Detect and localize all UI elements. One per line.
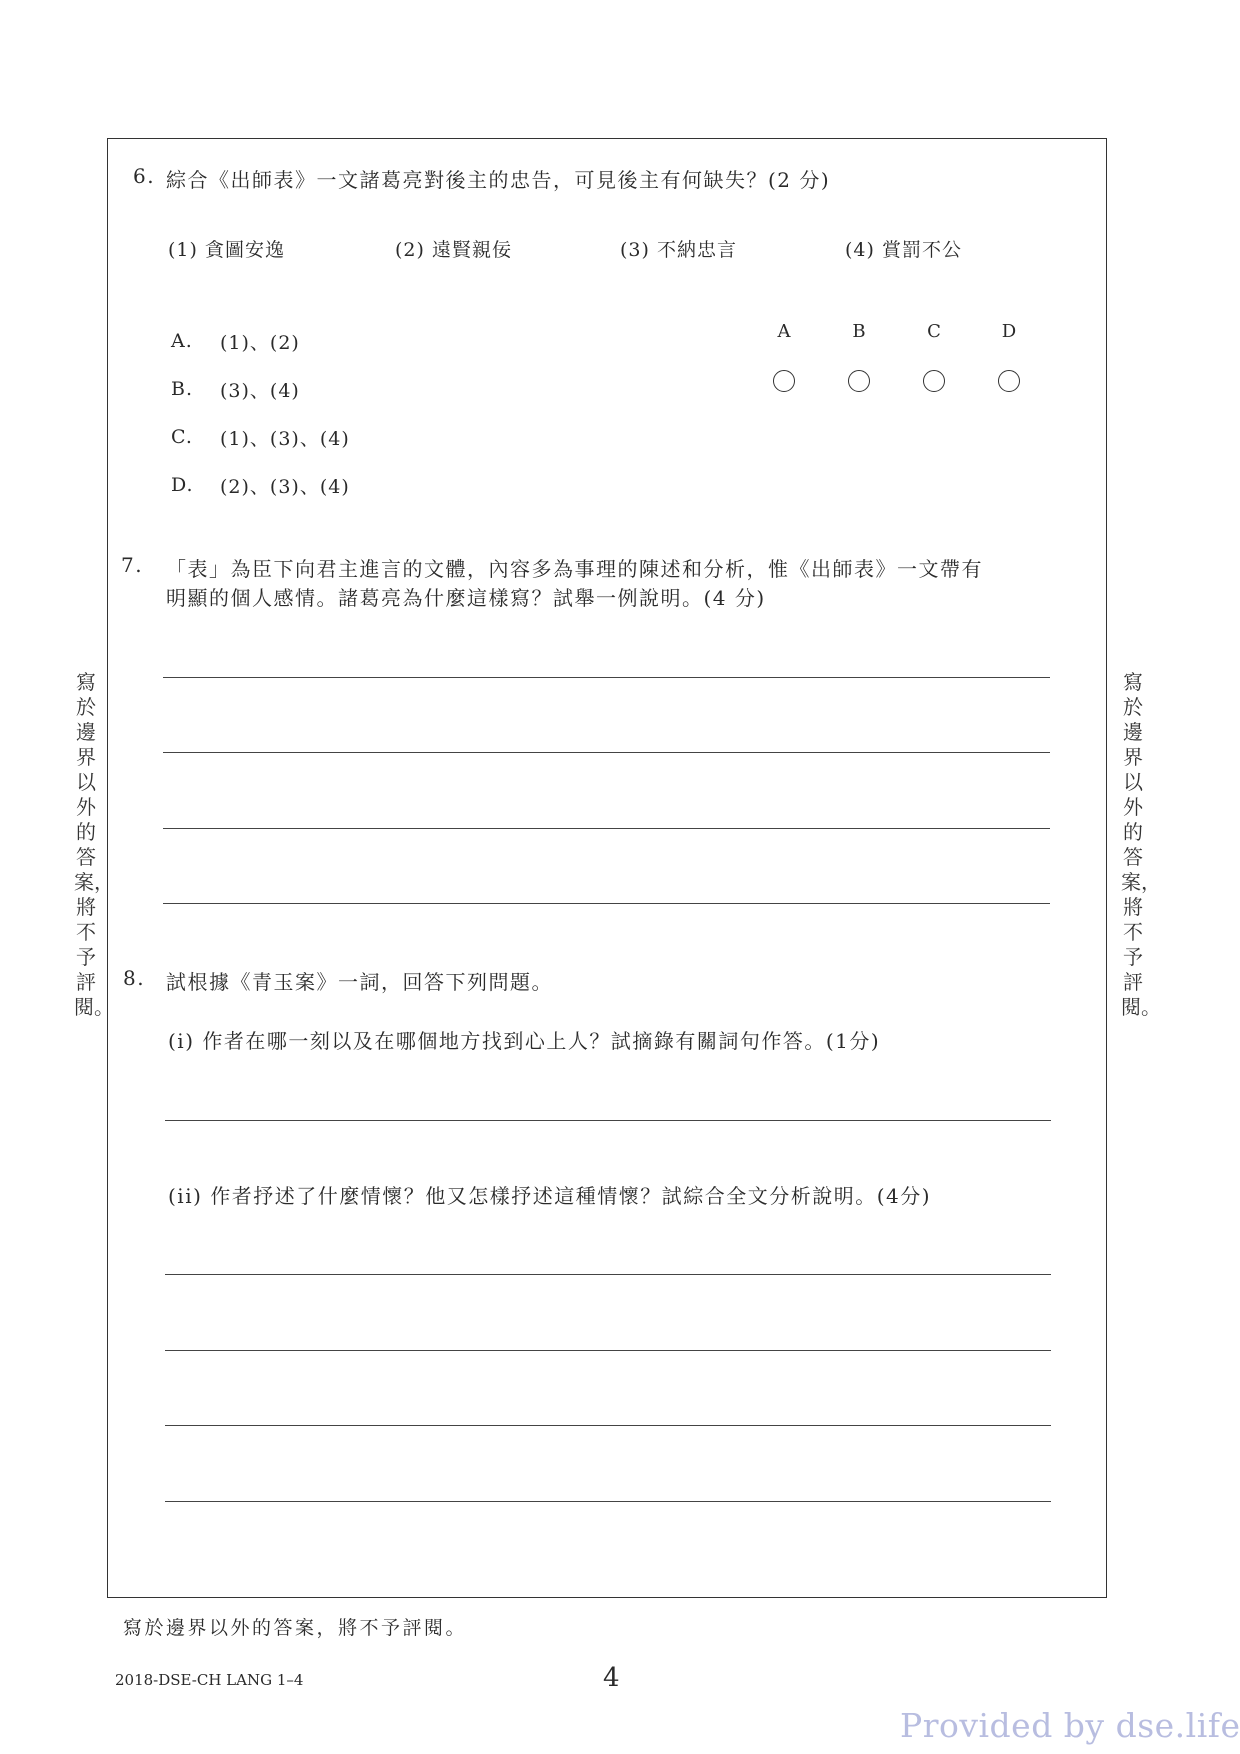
q7-answer-line-1[interactable]: [163, 677, 1050, 678]
q6-item-1: (1) 貪圖安逸: [168, 239, 285, 261]
q6-option-c-letter: C.: [171, 426, 193, 448]
q6-option-c-text: (1)、(3)、(4): [220, 428, 350, 450]
q6-item-2: (2) 遠賢親佞: [395, 239, 512, 261]
bubble-label-d: D: [1001, 321, 1017, 342]
q8-question-text: 試根據《青玉案》一詞，回答下列問題。: [166, 970, 553, 994]
q8-ii-answer-line-1[interactable]: [165, 1274, 1051, 1275]
q6-option-b-text: (3)、(4): [220, 380, 300, 402]
q6-item-4: (4) 賞罰不公: [845, 239, 962, 261]
q8-number: 8.: [123, 966, 146, 990]
q6-item-3: (3) 不納忠言: [620, 239, 737, 261]
provided-by-credit: Provided by dse.life: [900, 1706, 1240, 1745]
q6-number: 6.: [133, 164, 156, 188]
right-margin-note: 寫於邊界以外的答案，將不予評閱。: [1121, 670, 1161, 1019]
paper-code: 2018-DSE-CH LANG 1–4: [115, 1671, 304, 1689]
answer-bubble-b[interactable]: [848, 370, 870, 392]
q6-question-text: 綜合《出師表》一文諸葛亮對後主的忠告，可見後主有何缺失？(2 分): [166, 168, 831, 192]
q8-ii-answer-line-4[interactable]: [165, 1501, 1051, 1502]
answer-bubble-c[interactable]: [923, 370, 945, 392]
q6-option-b-letter: B.: [171, 378, 194, 400]
q8-i-answer-line[interactable]: [165, 1120, 1051, 1121]
q7-question-line-1: 「表」為臣下向君主進言的文體，內容多為事理的陳述和分析，惟《出師表》一文帶有: [166, 557, 983, 581]
q6-option-d-text: (2)、(3)、(4): [220, 476, 350, 498]
q7-answer-line-3[interactable]: [163, 828, 1050, 829]
bubble-label-b: B: [852, 321, 866, 342]
q7-answer-line-4[interactable]: [163, 903, 1050, 904]
page-number: 4: [603, 1663, 620, 1693]
q8-part-ii-text: (ii) 作者抒述了什麼情懷？他又怎樣抒述這種情懷？試綜合全文分析說明。(4分): [168, 1184, 932, 1208]
answer-bubble-d[interactable]: [998, 370, 1020, 392]
q7-number: 7.: [121, 553, 144, 577]
q7-answer-line-2[interactable]: [163, 752, 1050, 753]
left-margin-note: 寫於邊界以外的答案，將不予評閱。: [74, 670, 114, 1019]
q8-ii-answer-line-3[interactable]: [165, 1425, 1051, 1426]
q6-option-d-letter: D.: [171, 474, 194, 496]
answer-bubble-a[interactable]: [773, 370, 795, 392]
q6-option-a-text: (1)、(2): [220, 332, 300, 354]
footer-boundary-note: 寫於邊界以外的答案，將不予評閱。: [123, 1617, 468, 1639]
bubble-label-c: C: [927, 321, 941, 342]
bubble-label-a: A: [777, 321, 791, 342]
q8-part-i-text: (i) 作者在哪一刻以及在哪個地方找到心上人？試摘錄有關詞句作答。(1分): [168, 1029, 881, 1053]
answer-boundary-frame: [107, 138, 1107, 1598]
q8-ii-answer-line-2[interactable]: [165, 1350, 1051, 1351]
q6-option-a-letter: A.: [171, 330, 193, 352]
q7-question-line-2: 明顯的個人感情。諸葛亮為什麼這樣寫？試舉一例說明。(4 分): [166, 586, 766, 610]
